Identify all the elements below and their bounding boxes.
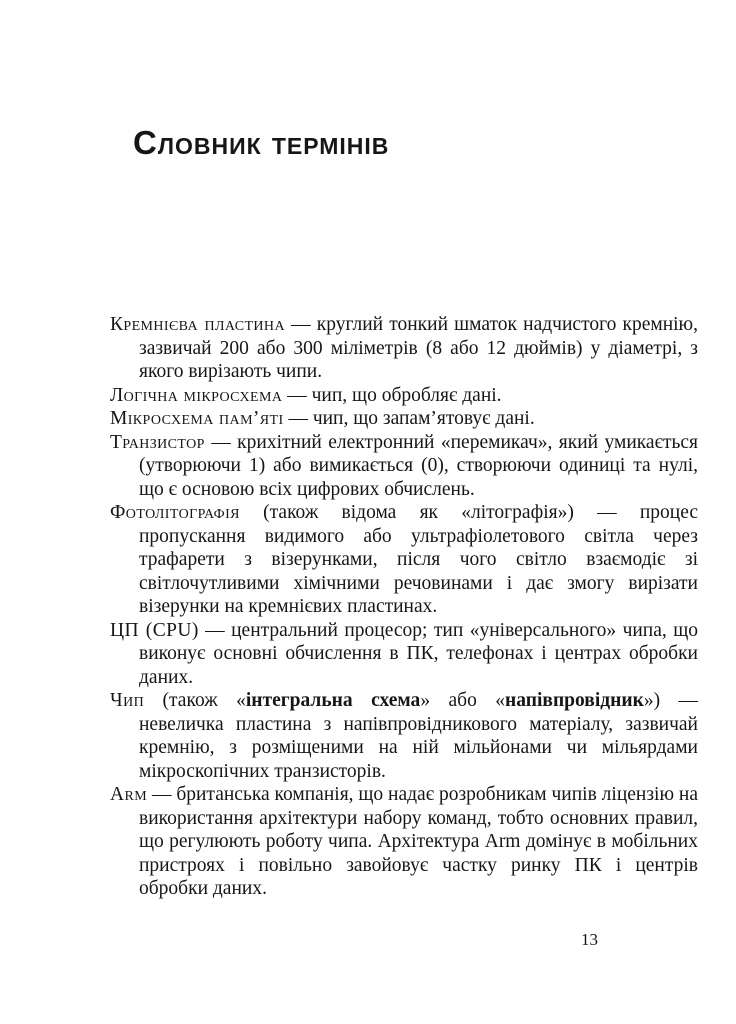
glossary-definition: — центральний процесор; тип «універсального» чипа, що виконує основні обчислення в ПК, телефонах і центрах обробки даних. bbox=[139, 619, 698, 688]
glossary-definition: — чип, що запам’ятовує дані. bbox=[283, 408, 535, 429]
glossary-definition: — британська компанія, що надає розробникам чипів ліцензію на використання архітектури набору команд, тобто основних правил, що регулюють роботу чипа. Архітектура Arm домінує в мобільних пристроях і повільно завойовує частку ринку ПК і центрів обробки даних. bbox=[139, 784, 699, 899]
glossary-definition: — круглий тонкий шматок надчистого кремнію, зазвичай 200 або 300 міліметрів (8 або 12 дюймів) у діаметрі, з якого вирізають чипи. bbox=[139, 314, 698, 382]
glossary-entry bbox=[110, 384, 698, 408]
glossary-term: Кремнієва пластина bbox=[110, 314, 285, 335]
page-number: 13 bbox=[581, 930, 598, 949]
glossary-definition: (також відома як «літографія») — процес пропускання видимого або ультрафіолетового світла через трафарети з візерунками, після чого світло взаємодіє зі світлочутливими хімічними речовинами і дає змогу вирізати візерунки на кремнієвих пластинах. bbox=[139, 502, 698, 617]
glossary-term: Фотолітографія bbox=[110, 502, 240, 523]
glossary-entry bbox=[110, 783, 698, 901]
glossary-definition: — чип, що обробляє дані. bbox=[282, 384, 502, 406]
glossary-term: Arm bbox=[110, 784, 148, 805]
glossary-definition: — крихітний електронний «перемикач», який умикається (утворюючи 1) або вимикається (0), створюючи одиниці та нулі, що є основою всіх цифрових обчислень. bbox=[139, 431, 698, 500]
glossary-term: Чип bbox=[110, 690, 145, 711]
glossary-entry bbox=[110, 407, 698, 431]
glossary-term: Логічна мікросхема bbox=[110, 384, 283, 406]
page-title: Словник термінів bbox=[133, 124, 390, 161]
glossary-term: Мікросхема пам’яті bbox=[110, 408, 284, 429]
glossary-entry bbox=[110, 431, 698, 502]
glossary-term: ЦП (CPU) bbox=[110, 619, 199, 641]
glossary-entry bbox=[110, 689, 698, 783]
glossary-entry bbox=[110, 501, 698, 619]
glossary-entry bbox=[110, 619, 698, 690]
glossary-entry bbox=[110, 313, 698, 384]
glossary-definition: (також «інтегральна схема» або «напівпровідник») — невеличка пластина з напівпровідникового матеріалу, зазвичай кремнію, з розміщеними на ній мільйонами чи мільярдами мікроскопічних транзисторів. bbox=[139, 690, 699, 782]
glossary-term: Транзистор bbox=[110, 431, 205, 453]
glossary-list bbox=[110, 313, 698, 901]
